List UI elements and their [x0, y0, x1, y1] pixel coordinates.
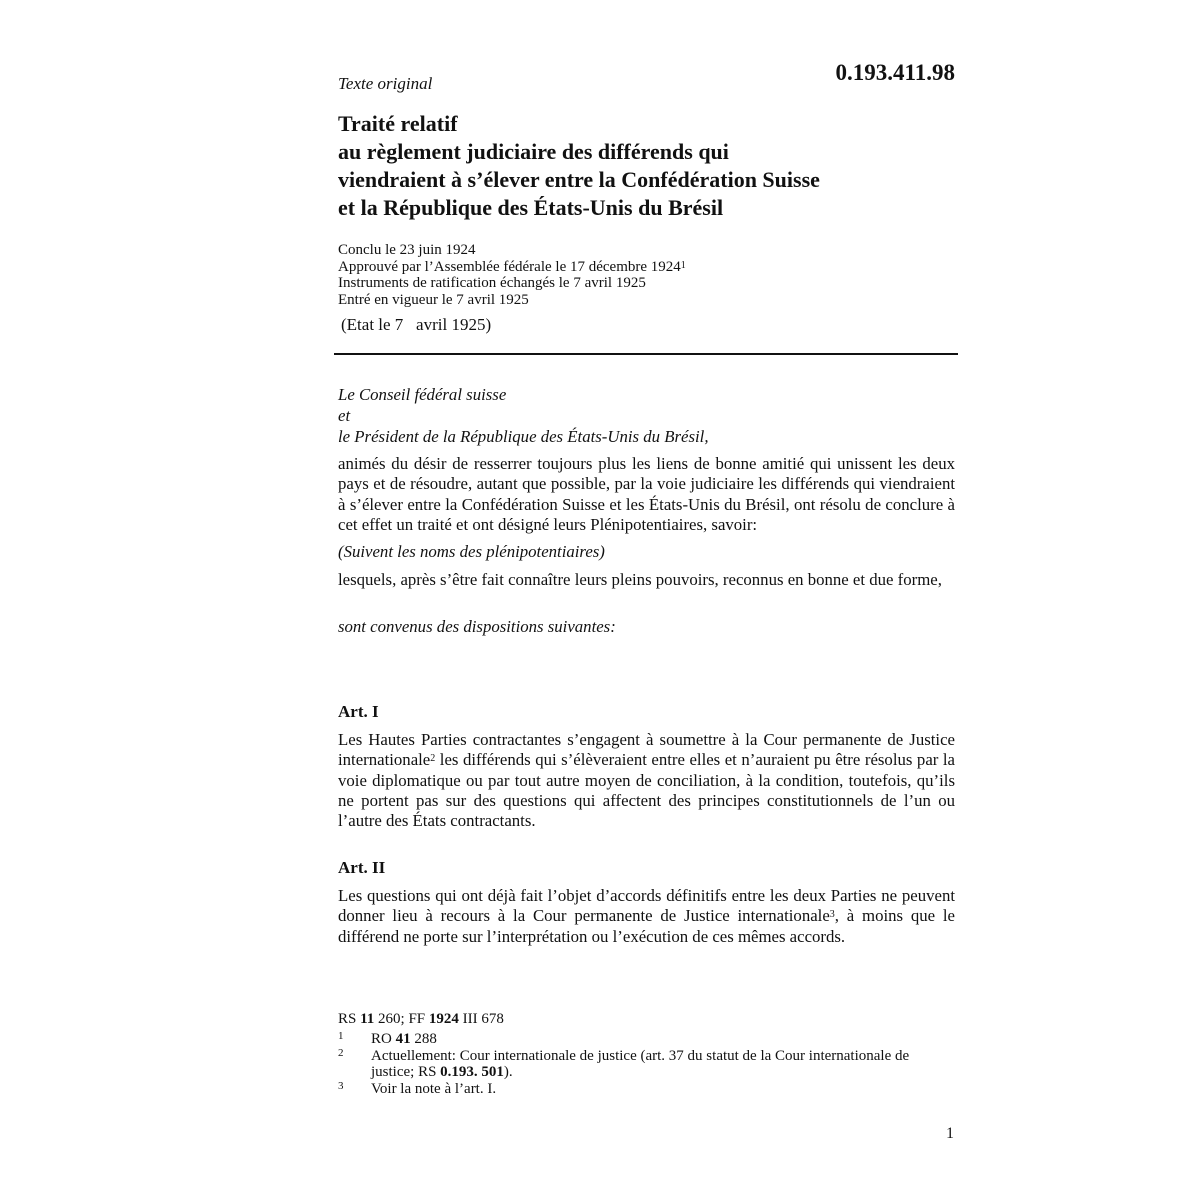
source-text: 260; FF: [374, 1011, 429, 1027]
header-divider: [334, 353, 958, 355]
full-powers-paragraph: lesquels, après s’être fait connaître leurs pleins pouvoirs, reconnus en bonne et due forme,: [338, 570, 942, 589]
agreed-provisions-line: sont convenus des dispositions suivantes:: [338, 617, 616, 636]
footnote-number: 1: [338, 1030, 344, 1042]
treaty-title: [338, 110, 958, 222]
treaty-metadata: [338, 242, 958, 308]
article-text: [338, 886, 955, 947]
footnote-ref: 1: [680, 259, 686, 271]
footnote-text: [371, 1081, 938, 1097]
party-brazil: le Président de la République des États-Unis du Brésil,: [338, 427, 709, 446]
footnote-bold: 0.193. 501: [440, 1064, 504, 1080]
contracting-parties: [338, 384, 709, 447]
entry-into-force-date: Entré en vigueur le 7 avril 1925: [338, 291, 529, 308]
source-text: RS: [338, 1011, 361, 1027]
source-reference: [338, 1011, 504, 1028]
page-number: 1: [946, 1125, 954, 1142]
footnote-bold: 41: [395, 1031, 411, 1047]
footnote-text: [371, 1031, 938, 1047]
status-date: (Etat le 7 avril 1925): [341, 315, 492, 334]
title-line: au règlement judiciaire des différends qui: [338, 139, 729, 164]
article-text-part: Les questions qui ont déjà fait l’objet d’accords définitifs entre les deux Parties ne peuvent donner lieu à recours à la Cour permanente de Justice internationale: [338, 886, 955, 926]
title-line: Traité relatif: [338, 111, 458, 136]
footnote-text-part: Voir la note à l’art. I.: [371, 1081, 497, 1097]
source-bold: 11: [360, 1011, 375, 1027]
article-heading: Art. I: [338, 702, 379, 721]
approval-text: Approuvé par l’Assemblée fédérale le 17 décembre 1924: [338, 258, 681, 275]
party-conjunction: et: [338, 406, 351, 425]
source-text: III 678: [458, 1011, 504, 1027]
original-text-label: Texte original: [338, 74, 433, 93]
footnote-ref: 3: [829, 909, 835, 921]
title-line: et la République des États-Unis du Brésil: [338, 195, 724, 220]
party-swiss: Le Conseil fédéral suisse: [338, 385, 507, 404]
footnote-text-part: RO: [371, 1031, 396, 1047]
concluded-date: Conclu le 23 juin 1924: [338, 242, 476, 258]
footnote-text-part: ).: [503, 1064, 513, 1080]
title-line: viendraient à s’élever entre la Confédération Suisse: [338, 167, 820, 192]
article-text-part: les différends qui s’élèveraient entre elles et n’auraient pu être résolus par la voie diplomatique ou par tout autre moyen de conciliation, à la condition, toutefois, qu’ils ne portent pas sur des questions qui affectent des principes constitutionnels de l’un ou l’autre des États contractants.: [338, 750, 955, 831]
approval-date: [338, 259, 958, 276]
footnote-text-part: Actuellement: Cour internationale de justice (art. 37 du statut de la Cour internationale de justice; RS: [371, 1048, 910, 1080]
classification-number: 0.193.411.98: [835, 60, 955, 85]
plenipotentiaries-note: (Suivent les noms des plénipotentiaires): [338, 542, 605, 561]
footnote-ref: 2: [430, 753, 436, 765]
source-bold: 1924: [428, 1011, 459, 1027]
article-text-part: , à moins que le différend ne porte sur l’interprétation ou l’exécution de ces mêmes accords.: [338, 906, 955, 946]
footnote-number: 2: [338, 1047, 344, 1059]
preamble-paragraph: animés du désir de resserrer toujours plus les liens de bonne amitié qui unissent les deux pays et de résoudre, autant que possible, par la voie judiciaire les différends qui viendraient à s’élever entre la Confédération Suisse et les États-Unis du Brésil, ont résolu de conclure à cet effet un traité et ont désigné leurs Plénipotentiaires, savoir:: [338, 454, 955, 534]
footnote-number: 3: [338, 1080, 344, 1092]
article-text-part: Les Hautes Parties contractantes s’engagent à soumettre à la Cour permanente de Justice internationale: [338, 730, 955, 770]
footnote-text: [371, 1048, 938, 1080]
article-heading: Art. II: [338, 858, 386, 877]
article-text: [338, 730, 955, 831]
ratification-date: Instruments de ratification échangés le 7 avril 1925: [338, 275, 646, 291]
footnote-text-part: 288: [410, 1031, 437, 1047]
